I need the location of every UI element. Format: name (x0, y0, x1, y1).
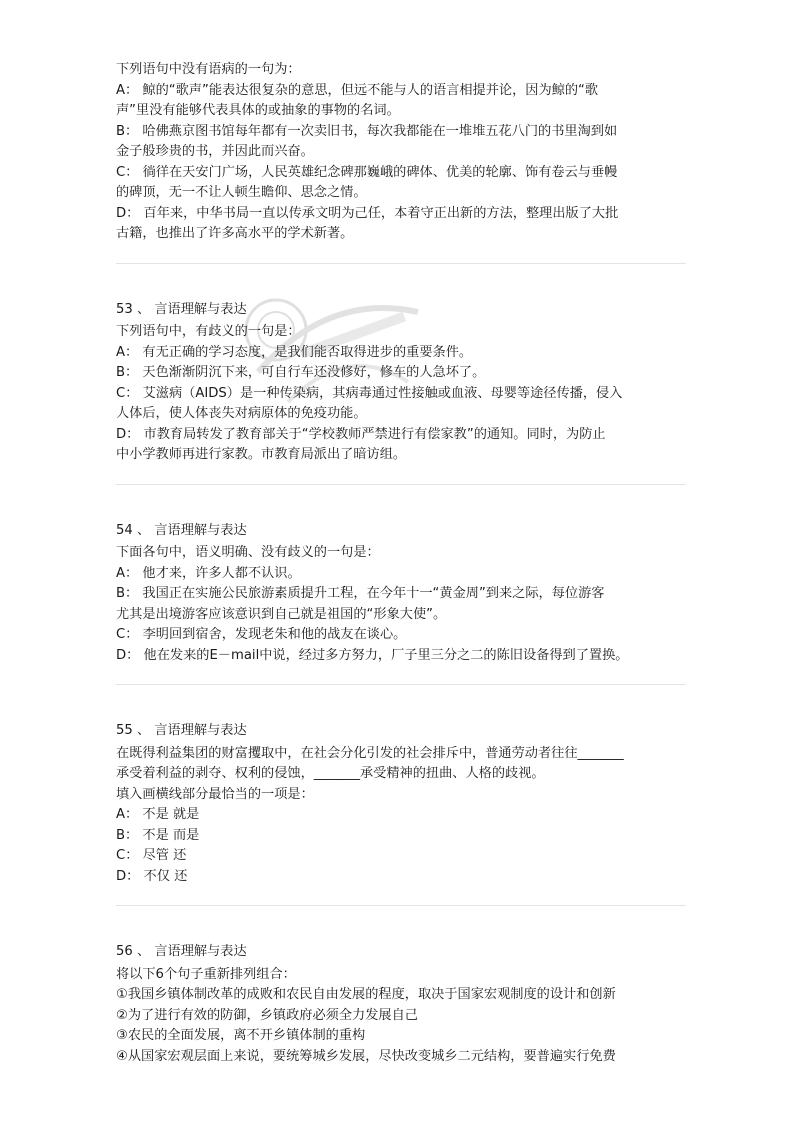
question-block-55 (116, 721, 686, 887)
option-a: A： 他才来，许多人都不认识。 (116, 565, 301, 581)
sentence-4: ④从国家宏观层面上来说，要统筹城乡发展，尽快改变城乡二元结构，要普遍实行免费 (116, 1048, 616, 1064)
option-d: D： 百年来，中华书局一直以传承文明为己任，本着守正出新的方法，整理出版了大批 (116, 205, 619, 221)
question-stem: 下列语句中没有语病的一句为： (116, 62, 301, 77)
option-d: D： 市教育局转发了教育部关于“学校教师严禁进行有偿家教”的通知。同时，为防止 (116, 426, 606, 442)
question-block-56 (116, 942, 686, 1067)
sentence-1: ①我国乡镇体制改革的成败和农民自由发展的程度，取决于国家宏观制度的设计和创新 (116, 987, 616, 1002)
question-stem: 下列语句中，有歧义的一句是： (116, 324, 301, 339)
option-c: C： 艾滋病（AIDS）是一种传染病，其病毒通过性接触或血液、母婴等途径传播，侵入 (116, 385, 623, 401)
question-stem: 在既得利益集团的财富攫取中，在社会分化引发的社会排斥中，普通劳动者往往_______ (116, 745, 624, 761)
option-a: A： 鲸的“歌声”能表达很复杂的意思，但远不能与人的语言相提并论，因为鲸的“歌 (116, 82, 599, 98)
question-heading: 54 、 言语理解与表达 (116, 522, 247, 538)
divider (116, 263, 686, 264)
question-block-52 (116, 60, 686, 245)
question-stem: 下面各句中，语义明确、没有歧义的一句是： (116, 545, 380, 560)
divider (116, 905, 686, 906)
question-stem-cont: 承受着利益的剥夺、权利的侵蚀，_______承受精神的扭曲、人格的歧视。 (116, 766, 545, 781)
option-d: D： 不仅 还 (116, 868, 188, 884)
question-heading: 56 、 言语理解与表达 (116, 944, 247, 959)
option-b-cont: 金子般珍贵的书，并因此而兴奋。 (116, 144, 314, 159)
option-a: A： 有无正确的学习态度，是我们能否取得进步的重要条件。 (116, 344, 473, 360)
option-b: B： 天色渐渐阴沉下来，可自行车还没修好，修车的人急坏了。 (116, 365, 486, 380)
option-d-cont: 古籍，也推出了许多高水平的学术新著。 (116, 226, 354, 241)
question-block-53 (116, 300, 686, 466)
question-prompt: 填入画横线部分最恰当的一项是： (116, 786, 314, 802)
question-heading: 55 、 言语理解与表达 (116, 723, 247, 738)
divider (116, 684, 686, 685)
question-block-54 (116, 521, 686, 667)
question-stem: 将以下6个句子重新排列组合： (116, 966, 296, 982)
option-c: C： 李明回到宿舍，发现老朱和他的战友在谈心。 (116, 627, 407, 642)
option-c-cont: 人体后，使人体丧失对病原体的免疫功能。 (116, 406, 367, 421)
document-page (116, 60, 686, 1067)
option-c: C： 尽管 还 (116, 848, 187, 863)
option-c-cont: 的碑顶，无一不让人顿生瞻仰、思念之情。 (116, 185, 367, 200)
option-b: B： 哈佛燕京图书馆每年都有一次卖旧书，每次我都能在一堆堆五花八门的书里淘到如 (116, 123, 618, 139)
question-heading: 53 、 言语理解与表达 (116, 301, 247, 317)
divider (116, 484, 686, 485)
option-c: C： 徜徉在天安门广场，人民英雄纪念碑那巍峨的碑体、优美的轮廓、饰有卷云与垂幔 (116, 164, 618, 180)
sentence-2: ②为了进行有效的防御，乡镇政府必须全力发展自己 (116, 1007, 418, 1023)
option-a: A： 不是 就是 (116, 807, 200, 822)
option-b: B： 我国正在实施公民旅游素质提升工程，在今年十一“黄金周”到来之际，每位游客 (116, 586, 605, 601)
option-d-cont: 中小学教师再进行家教。市教育局派出了暗访组。 (116, 447, 407, 462)
option-d: D： 他在发来的E－mail中说，经过多方努力，厂子里三分之二的陈旧设备得到了置换。 (116, 647, 629, 663)
option-b-cont: 尤其是出境游客应该意识到自己就是祖国的“形象大使”。 (116, 606, 447, 622)
option-a-cont: 声”里没有能够代表具体的或抽象的事物的名词。 (116, 103, 400, 118)
sentence-3: ③农民的全面发展，离不开乡镇体制的重构 (116, 1028, 366, 1043)
option-b: B： 不是 而是 (116, 827, 200, 843)
